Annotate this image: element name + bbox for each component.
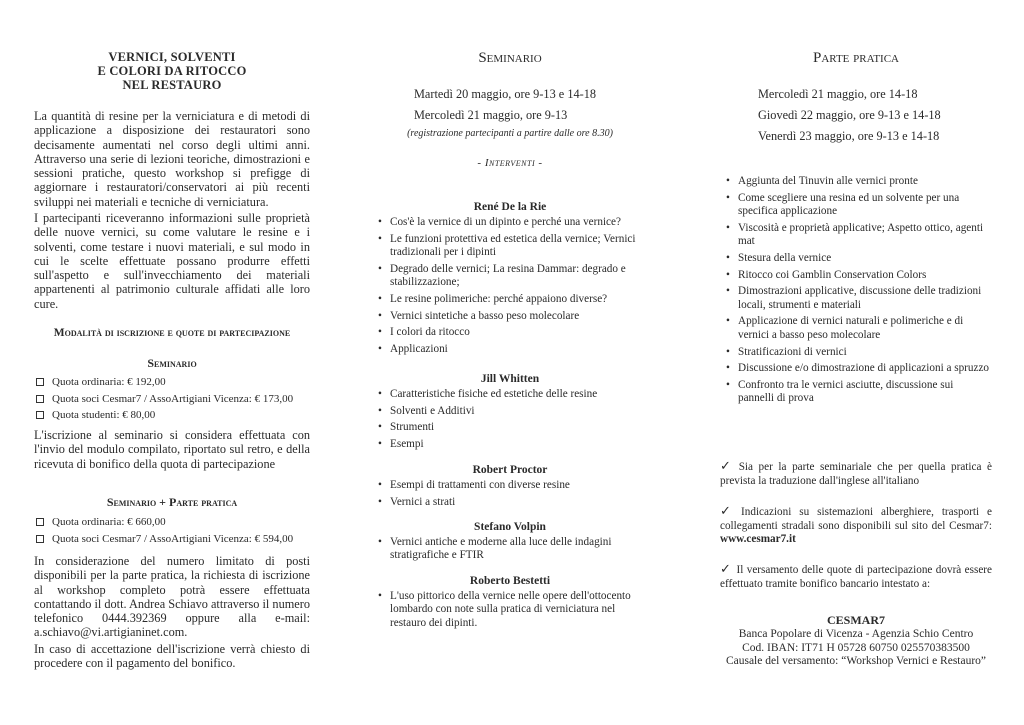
checkbox-icon[interactable]	[36, 395, 44, 403]
list-item: • Stesura della vernice	[726, 251, 832, 264]
quote-option[interactable]: Quota studenti: € 80,00	[34, 407, 310, 424]
list-item: • Confronto tra le vernici asciutte, discussione sui pannelli di prova	[726, 378, 954, 405]
list-item: • Discussione e/o dimostrazione di applicazioni a spruzzo	[726, 362, 990, 375]
list-item: • Cos'è la vernice di un dipinto e perché una vernice?	[378, 216, 621, 228]
seminario-quotes	[34, 374, 310, 424]
payment-note: ✓ Il versamento delle quote di partecipazione dovrà essere effettuato tramite bonifico bancario intestato a:	[720, 561, 992, 590]
list-item: • Vernici antiche e moderne alla luce delle indagini stratigrafiche e FTIR	[378, 536, 612, 562]
list-item: • Applicazioni	[378, 343, 448, 356]
combo-quotes	[34, 514, 310, 547]
list-item: • Le funzioni protettiva ed estetica della vernice; Vernici tradizionali per i dipinti	[378, 232, 636, 259]
quote-option[interactable]: Quota soci Cesmar7 / AssoArtigiani Vicenza: € 173,00	[34, 391, 310, 408]
list-item: • Vernici sintetiche a basso peso molecolare	[378, 309, 580, 322]
column-left	[34, 0, 310, 725]
column-middle	[372, 0, 648, 725]
speaker-block	[372, 373, 648, 455]
checkbox-icon[interactable]	[36, 411, 44, 419]
list-item: • Ritocco coi Gamblin Conservation Colors	[726, 268, 927, 281]
speaker-topics	[372, 536, 648, 563]
website-link[interactable]: www.cesmar7.it	[720, 533, 796, 545]
speaker-block	[372, 521, 648, 566]
list-item: • Come scegliere una resina ed un solvente per una specifica applicazione	[726, 191, 960, 218]
final-note: In caso di accettazione dell'iscrizione verrà chiesto di procedere con il pagamento del bonifico.	[34, 642, 310, 671]
quote-option[interactable]: Quota soci Cesmar7 / AssoArtigiani Vicenza: € 594,00	[34, 531, 310, 548]
brochure-title: VERNICI, SOLVENTI E COLORI DA RITOCCO NEL RESTAURO	[97, 50, 247, 92]
speaker-name: René De la Rie	[473, 201, 547, 213]
list-item: • Stratificazioni di vernici	[726, 345, 847, 358]
list-item: • Esempi	[378, 438, 424, 451]
list-item: • Aggiunta del Tinuvin alle vernici pronte	[726, 175, 918, 187]
list-item: • Viscosità e proprietà applicative; Aspetto ottico, agenti mat	[726, 221, 984, 248]
seminario-title: Seminario	[478, 50, 542, 66]
speaker-name: Roberto Bestetti	[469, 575, 551, 587]
pratica-topics	[720, 175, 992, 409]
interventi-heading: - Interventi -	[477, 157, 543, 169]
speaker-name: Stefano Volpin	[474, 521, 546, 533]
checkmark-icon: ✓	[720, 503, 737, 518]
list-item: • Degrado delle vernici; La resina Dammar: degrado e stabilizzazione;	[378, 262, 626, 289]
speaker-block	[372, 464, 648, 512]
bank-recipient: CESMAR7	[826, 613, 885, 627]
intro-paragraph-2: I partecipanti riceveranno informazioni sulle proprietà delle nuove vernici, su come valutare le resine e i solventi, come testare i nuovi materiali, e sul modo in cui le scelte effettuate possano produrre effetti sull'aspetto e sull'invecchiamento dei materiali appartenenti al patrimonio culturale affidati alle loro cure.	[34, 211, 310, 311]
list-item: • Strumenti	[378, 421, 435, 434]
speaker-topics	[372, 216, 648, 356]
checkbox-icon[interactable]	[36, 378, 44, 386]
checkbox-icon[interactable]	[36, 518, 44, 526]
list-item: • Caratteristiche fisiche ed estetiche delle resine	[378, 388, 598, 400]
list-item: • Dimostrazioni applicative, discussione delle tradizioni locali, strumenti e materiali	[726, 285, 982, 311]
speaker-topics	[372, 479, 648, 509]
accommodation-note: ✓ Indicazioni su sistemazioni alberghiere, trasporti e collegamenti stradali sono disponibili sul sito del Cesmar7: www.cesmar7.it	[720, 503, 992, 545]
column-right	[720, 0, 992, 725]
seminario-dates: Martedì 20 maggio, ore 9-13 e 14-18 Mercoledì 21 maggio, ore 9-13	[414, 87, 597, 122]
speaker-block	[372, 201, 648, 360]
translation-note: ✓ Sia per la parte seminariale che per quella pratica è prevista la traduzione dall'inglese all'italiano	[720, 458, 992, 487]
quote-option[interactable]: Quota ordinaria: € 192,00	[34, 374, 310, 391]
list-item: • Esempi di trattamenti con diverse resine	[378, 479, 570, 491]
seminario-fee-heading: Seminario	[147, 356, 197, 370]
modalita-heading: Modalità di iscrizione e quote di partecipazione	[53, 327, 291, 339]
speaker-name: Robert Proctor	[472, 464, 548, 476]
speaker-block	[372, 575, 648, 634]
checkmark-icon: ✓	[720, 561, 732, 576]
list-item: • Vernici a strati	[378, 495, 456, 508]
bank-details: CESMAR7 Banca Popolare di Vicenza - Agenzia Schio Centro Cod. IBAN: IT71 H 05728 60750 025570383500 Causale del versamento: “Workshop Vernici e Restauro”	[720, 613, 992, 669]
combo-note: In considerazione del numero limitato di posti disponibili per la parte pratica, la richiesta di iscrizione al workshop completo potrà essere effettuata contattando il dott. Andrea Schiavo attraverso il numero telefonico 0444.392369 oppure alla e-mail: a.schiavo@vi.artigianinet.com.	[34, 554, 310, 640]
list-item: • L'uso pittorico della vernice nelle opere dell'ottocento lombardo con note sulla pratica di verniciatura nel restauro dei dipinti.	[378, 590, 631, 629]
quote-option[interactable]: Quota ordinaria: € 660,00	[34, 514, 310, 531]
list-item: • Solventi e Additivi	[378, 404, 475, 417]
speaker-name: Jill Whitten	[480, 373, 540, 385]
registration-note: (registrazione partecipanti a partire dalle ore 8.30)	[407, 128, 613, 139]
speaker-topics	[372, 590, 648, 630]
speaker-topics	[372, 388, 648, 452]
pratica-dates: Mercoledì 21 maggio, ore 14-18 Giovedì 22 maggio, ore 9-13 e 14-18 Venerdì 23 maggio, ore 9-13 e 14-18	[758, 87, 941, 143]
list-item: • I colori da ritocco	[378, 326, 470, 339]
list-item: • Le resine polimeriche: perché appaiono diverse?	[378, 292, 608, 305]
checkbox-icon[interactable]	[36, 535, 44, 543]
seminario-note: L'iscrizione al seminario si considera effettuata con l'invio del modulo compilato, riportato sul retro, e della ricevuta di bonifico della quota di partecipazione	[34, 428, 310, 471]
combo-fee-heading: Seminario + Parte pratica	[106, 495, 238, 509]
parte-pratica-title: Parte pratica	[813, 50, 899, 66]
intro-paragraph-1: La quantità di resine per la verniciatura e di metodi di applicazione a disposizione dei restauratori sono decisamente aumentati nel corso degli ultimi anni. Attraverso una serie di lezioni teoriche, dimostrazioni e sessioni pratiche, questo workshop si prefigge di aggiornare i restauratori/conservatori ai più recenti sviluppi nei materiali e tecniche di verniciatura.	[34, 109, 310, 209]
list-item: • Applicazione di vernici naturali e polimeriche e di vernici a basso peso molecolare	[726, 315, 964, 341]
checkmark-icon: ✓	[720, 458, 734, 473]
